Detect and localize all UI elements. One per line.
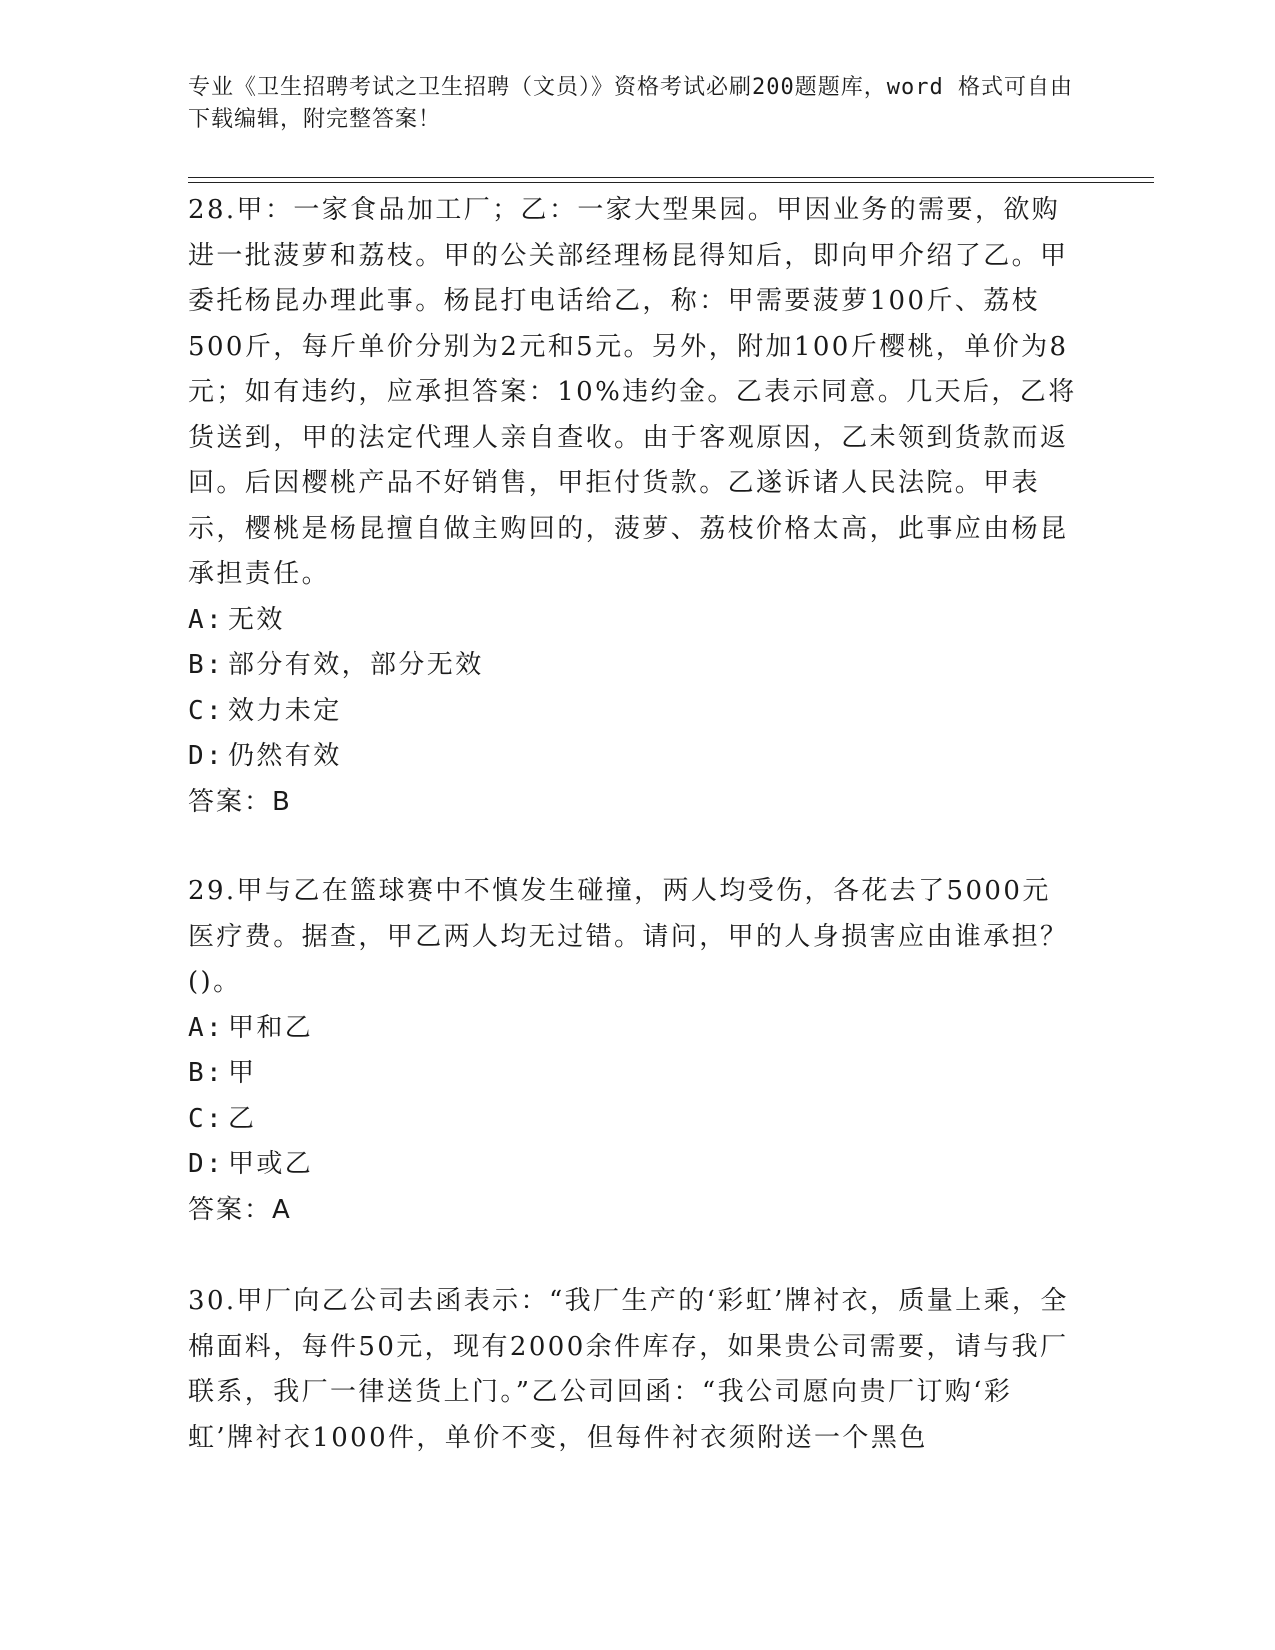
question-30 [188, 1279, 1078, 1461]
option-text: 甲或乙 [228, 1149, 314, 1179]
option-text: 无效 [228, 604, 285, 635]
option-letter: A: [188, 604, 225, 635]
option-d [188, 1142, 1078, 1188]
option-letter: B: [188, 650, 225, 680]
question-stem: 28.甲：一家食品加工厂；乙：一家大型果园。甲因业务的需要，欲购进一批菠萝和荔枝。甲的公关部经理杨昆得知后，即向甲介绍了乙。甲委托杨昆办理此事。杨昆打电话给乙，称：甲需要菠萝100斤、荔枝500斤，每斤单价分别为2元和5元。另外，附加100斤樱桃，单价为8元；如有违约，应承担答案：10%违约金。乙表示同意。几天后，乙将货送到，甲的法定代理人亲自查收。由于客观原因，乙未领到货款而返回。后因樱桃产品不好销售，甲拒付货款。乙遂诉诸人民法院。甲表示，樱桃是杨昆擅自做主购回的，菠萝、荔枝价格太高，此事应由杨昆承担责任。 [188, 195, 1077, 589]
option-c [188, 1097, 1078, 1143]
option-c [188, 689, 1078, 735]
option-letter: C: [188, 1103, 225, 1134]
option-letter: A: [188, 1012, 225, 1043]
option-letter: D: [188, 1149, 225, 1179]
option-letter: B: [188, 1058, 225, 1088]
question-stem: 30.甲厂向乙公司去函表示：“我厂生产的‘彩虹’牌衬衣，质量上乘，全棉面料，每件50元，现有2000余件库存，如果贵公司需要，请与我厂联系，我厂一律送货上门。”乙公司回函：“我公司愿向贵厂订购‘彩虹’牌衬衣1000件，单价不变，但每件衬衣须附送一个黑色 [188, 1286, 1069, 1453]
option-letter: C: [188, 695, 225, 726]
option-text: 乙 [228, 1103, 257, 1134]
option-text: 效力未定 [228, 695, 342, 726]
option-b [188, 643, 1078, 689]
option-text: 甲 [228, 1058, 257, 1088]
option-letter: D: [188, 741, 225, 771]
answer-line: 答案：B [188, 786, 292, 817]
option-a [188, 598, 1078, 644]
option-text: 仍然有效 [228, 741, 342, 771]
option-text: 甲和乙 [228, 1012, 314, 1043]
option-a [188, 1006, 1078, 1052]
option-b [188, 1051, 1078, 1097]
answer-line: 答案：A [188, 1194, 292, 1225]
question-28 [188, 188, 1078, 825]
option-d [188, 734, 1078, 780]
page-header: 专业《卫生招聘考试之卫生招聘（文员）》资格考试必刷200题题库，word 格式可自由下载编辑，附完整答案！ [188, 75, 1073, 132]
option-text: 部分有效，部分无效 [228, 650, 484, 680]
question-stem: 29.甲与乙在篮球赛中不慎发生碰撞，两人均受伤，各花去了5000元医疗费。据查，甲乙两人均无过错。请问，甲的人身损害应由谁承担？()。 [188, 876, 1069, 997]
header-divider [188, 177, 1154, 183]
question-29 [188, 869, 1078, 1233]
